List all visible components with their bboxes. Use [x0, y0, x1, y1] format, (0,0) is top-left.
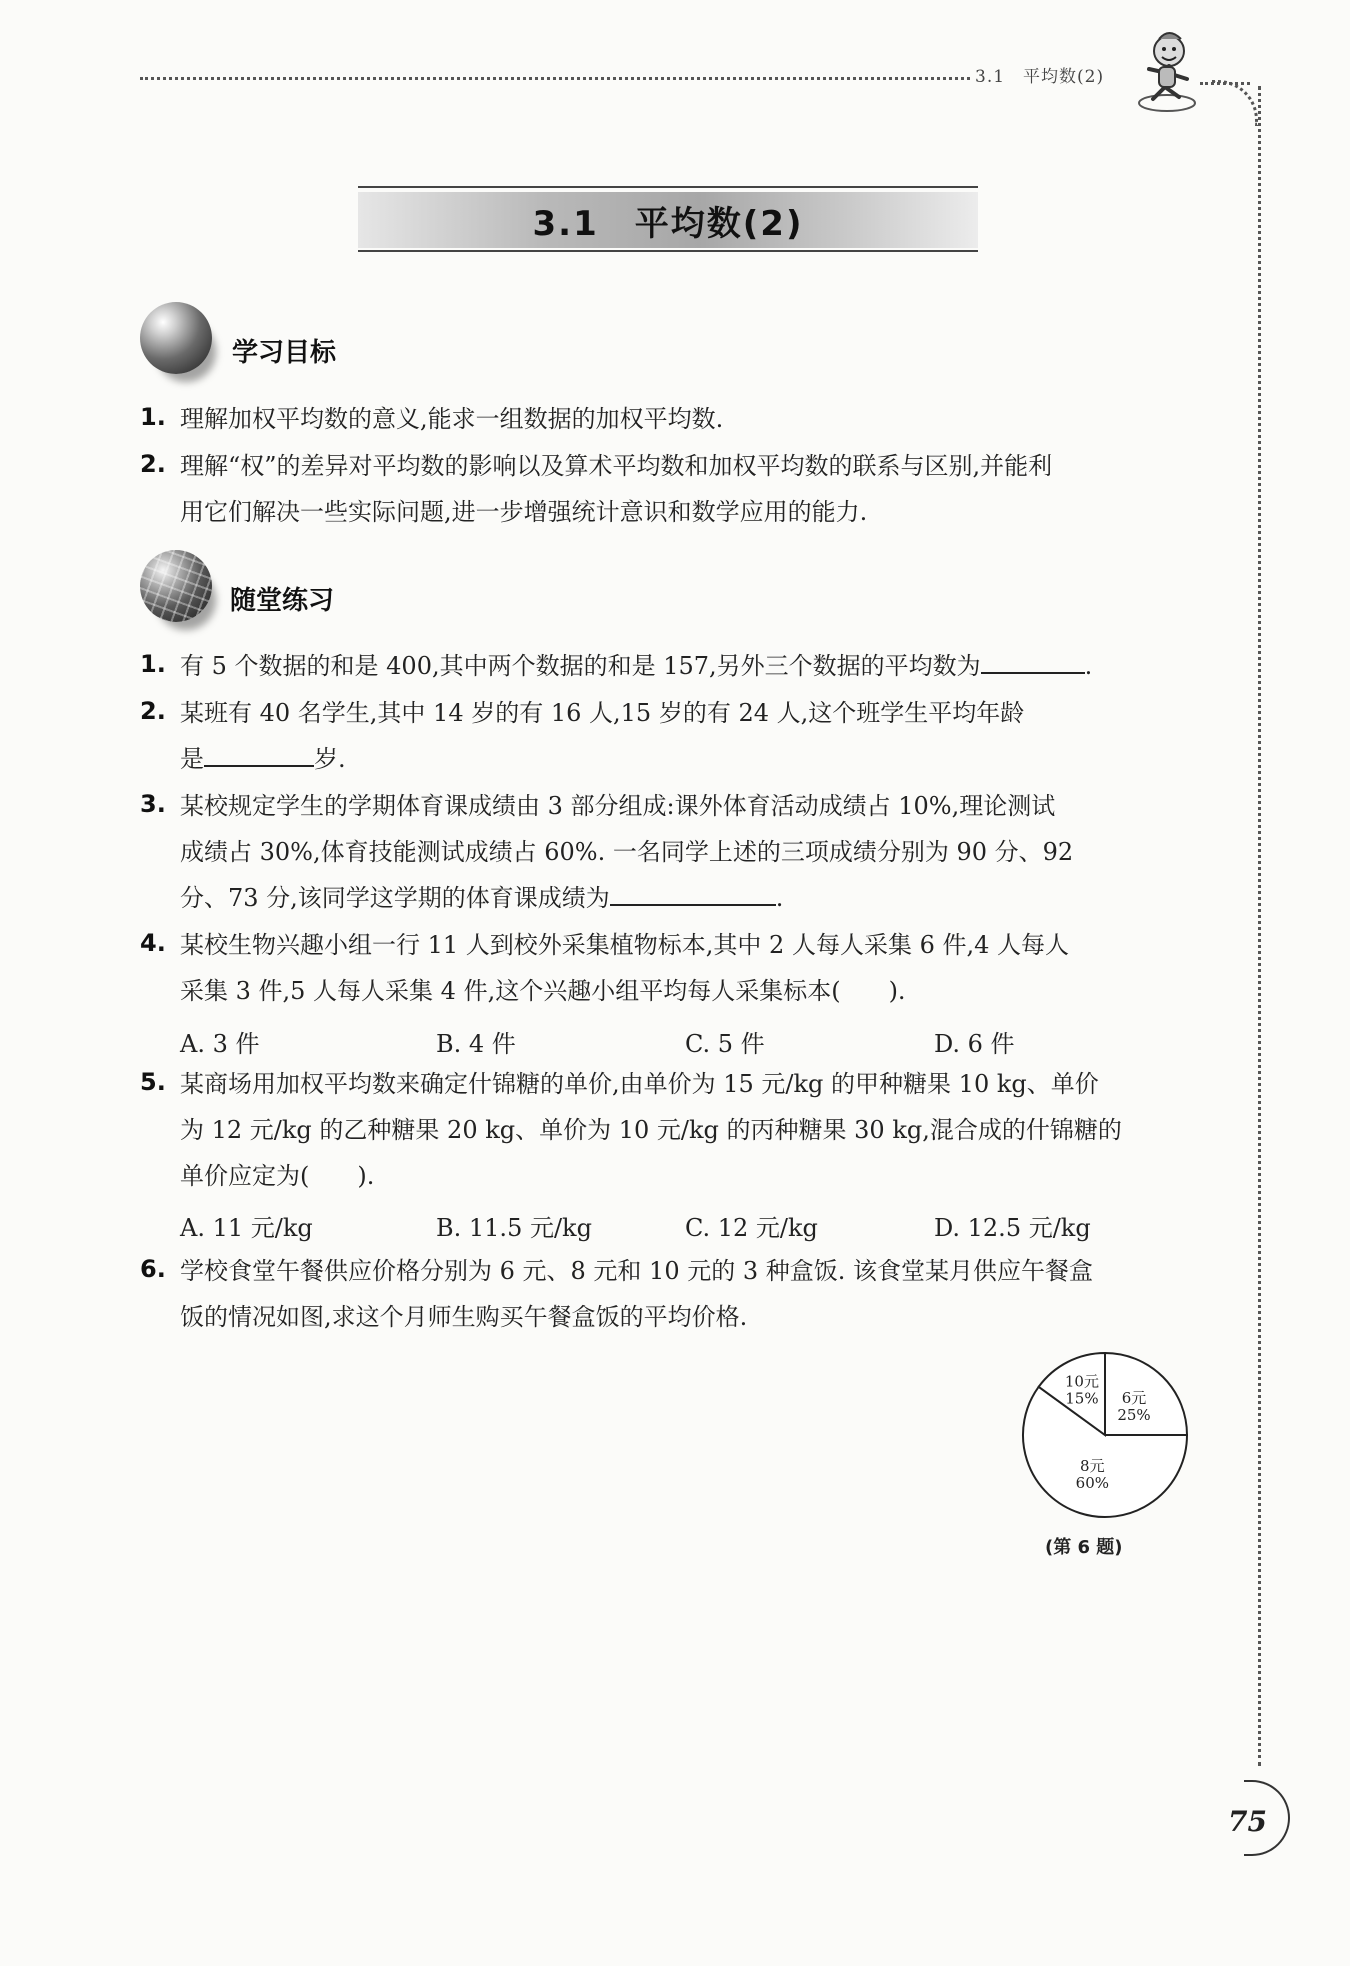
pie-percent-label: 15% — [1065, 1389, 1099, 1408]
question-line — [180, 736, 346, 782]
pie-category-label: 6元 — [1121, 1389, 1147, 1408]
option-d[interactable]: D. 6 件 — [934, 1030, 1015, 1058]
option-b[interactable]: B. 11.5 元/kg — [436, 1214, 592, 1242]
option-b[interactable]: B. 4 件 — [436, 1030, 516, 1058]
answer-blank[interactable] — [610, 880, 776, 906]
option-a[interactable]: A. 11 元/kg — [180, 1214, 313, 1242]
question-line: 采集 3 件,5 人每人采集 4 件,这个兴趣小组平均每人采集标本( ). — [180, 977, 906, 1005]
running-header-title: 3.1 平均数(2) — [975, 67, 1105, 87]
option-c[interactable]: C. 12 元/kg — [685, 1214, 818, 1242]
answer-blank[interactable] — [204, 741, 314, 767]
pie-percent-label: 60% — [1075, 1473, 1110, 1492]
page-corner-border — [1212, 80, 1258, 126]
page-number: 75 — [1228, 1805, 1267, 1838]
question-line: 某班有 40 名学生,其中 14 岁的有 16 人,15 岁的有 24 人,这个班学生平均年龄 — [180, 699, 1025, 727]
question-line: 单价应定为( ). — [180, 1162, 375, 1190]
section-heading-practice: 随堂练习 — [230, 586, 335, 616]
pie-category-label: 10元 — [1064, 1372, 1099, 1391]
question-number: 1. — [140, 650, 166, 678]
pie-percent-label: 25% — [1117, 1406, 1151, 1425]
question-number: 3. — [140, 790, 166, 818]
question-line: 成绩占 30%,体育技能测试成绩占 60%. 一名同学上述的三项成绩分别为 90 分、92 — [180, 838, 1074, 866]
question-text: 有 5 个数据的和是 400,其中两个数据的和是 157,另外三个数据的平均数为 — [180, 652, 981, 680]
title-top-rule — [358, 186, 978, 188]
section-globe-icon — [140, 550, 212, 622]
question-text: 是 — [180, 745, 204, 773]
option-d[interactable]: D. 12.5 元/kg — [934, 1214, 1091, 1242]
question-end: . — [1084, 652, 1093, 680]
question-line: 某商场用加权平均数来确定什锦糖的单价,由单价为 15 元/kg 的甲种糖果 10 kg、单价 — [180, 1070, 1099, 1098]
question-line: 某校生物兴趣小组一行 11 人到校外采集植物标本,其中 2 人每人采集 6 件,4 人每人 — [180, 931, 1070, 959]
question-text: 分、73 分,该同学这学期的体育课成绩为 — [180, 884, 610, 912]
question-number: 4. — [140, 929, 166, 957]
figure-caption: (第 6 题) — [1045, 1537, 1123, 1558]
objective-text: 理解加权平均数的意义,能求一组数据的加权平均数. — [180, 405, 724, 433]
objective-text: 理解“权”的差异对平均数的影响以及算术平均数和加权平均数的联系与区别,并能利 — [180, 452, 1053, 480]
question-line — [180, 875, 783, 921]
objective-text: 用它们解决一些实际问题,进一步增强统计意识和数学应用的能力. — [180, 498, 868, 526]
objective-number: 2. — [140, 450, 166, 478]
title-bottom-rule — [358, 250, 978, 252]
mascot-figure-icon — [1135, 25, 1205, 125]
question-end: . — [775, 884, 784, 912]
section-ball-icon — [140, 302, 212, 374]
question-line: 饭的情况如图,求这个月师生购买午餐盒饭的平均价格. — [180, 1303, 748, 1331]
question-text: 岁. — [314, 745, 346, 773]
page-title: 3.1 平均数(2) — [532, 204, 804, 244]
section-heading-objectives: 学习目标 — [232, 338, 337, 368]
answer-blank[interactable] — [981, 648, 1085, 674]
pie-category-label: 8元 — [1080, 1456, 1105, 1475]
question-line — [180, 643, 1092, 689]
header-dotted-rule — [140, 77, 970, 80]
option-c[interactable]: C. 5 件 — [685, 1030, 765, 1058]
pie-chart — [1010, 1340, 1200, 1530]
question-line: 学校食堂午餐供应价格分别为 6 元、8 元和 10 元的 3 种盒饭. 该食堂某月供应午餐盒 — [180, 1257, 1094, 1285]
question-number: 6. — [140, 1255, 166, 1283]
question-line: 某校规定学生的学期体育课成绩由 3 部分组成:课外体育活动成绩占 10%,理论测试 — [180, 792, 1056, 820]
objective-number: 1. — [140, 403, 166, 431]
question-number: 5. — [140, 1068, 166, 1096]
page-right-dotted-border — [1258, 86, 1263, 1766]
question-number: 2. — [140, 697, 166, 725]
option-a[interactable]: A. 3 件 — [180, 1030, 260, 1058]
question-line: 为 12 元/kg 的乙种糖果 20 kg、单价为 10 元/kg 的丙种糖果 30 kg,混合成的什锦糖的 — [180, 1116, 1122, 1144]
